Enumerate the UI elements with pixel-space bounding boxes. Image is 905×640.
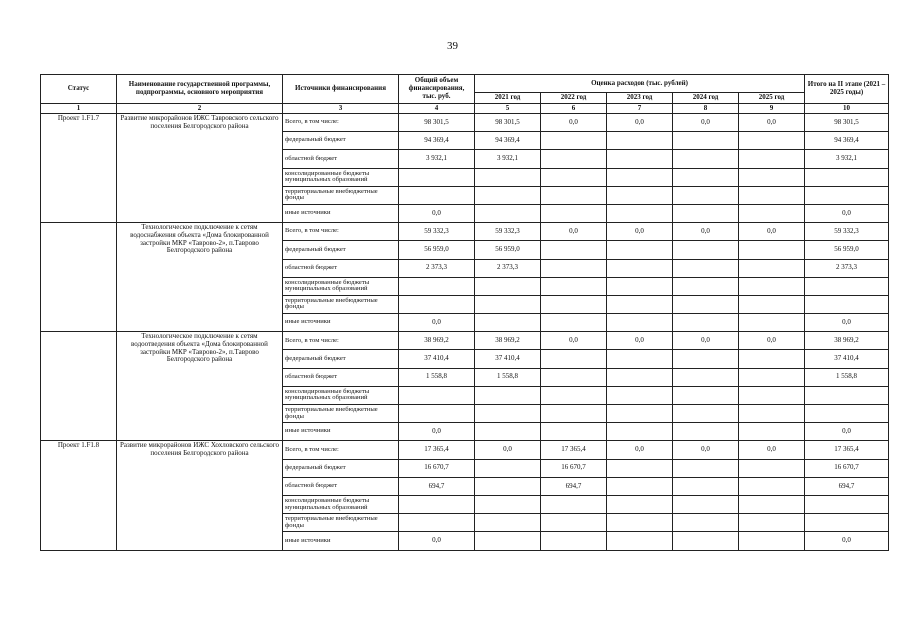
source-cell: иные источники: [283, 423, 399, 441]
table-row: [41, 332, 889, 350]
value-cell-y2025: [739, 314, 805, 332]
value-cell-y2021: 38 969,2: [475, 332, 541, 350]
column-number: 2: [117, 104, 283, 114]
value-cell-stage: [805, 277, 889, 295]
value-cell-total: [399, 186, 475, 204]
value-cell-stage: [805, 168, 889, 186]
value-cell-total: 38 969,2: [399, 332, 475, 350]
value-cell-y2024: [673, 204, 739, 222]
value-cell-y2022: [541, 532, 607, 550]
value-cell-y2023: 0,0: [607, 114, 673, 132]
column-number: 5: [475, 104, 541, 114]
value-cell-total: [399, 495, 475, 513]
value-cell-y2023: [607, 277, 673, 295]
value-cell-stage: 2 373,3: [805, 259, 889, 277]
value-cell-total: 0,0: [399, 532, 475, 550]
value-cell-y2022: [541, 277, 607, 295]
source-cell: федеральный бюджет: [283, 350, 399, 368]
value-cell-y2021: 37 410,4: [475, 350, 541, 368]
value-cell-y2025: [739, 514, 805, 532]
value-cell-y2024: [673, 350, 739, 368]
column-number: 7: [607, 104, 673, 114]
status-cell: Проект 1.F1.7: [41, 114, 117, 223]
source-cell: консолидированные бюджеты муниципальных образований: [283, 277, 399, 295]
name-cell: Технологическое подключение к сетям водоотведения объекта «Дома блокированной застройки МКР «Таврово-2», п.Таврово Белгородского района: [117, 332, 283, 441]
value-cell-total: [399, 277, 475, 295]
source-cell: федеральный бюджет: [283, 132, 399, 150]
value-cell-y2024: [673, 386, 739, 404]
value-cell-y2021: [475, 514, 541, 532]
value-cell-y2021: 56 959,0: [475, 241, 541, 259]
value-cell-y2022: [541, 132, 607, 150]
value-cell-y2022: [541, 241, 607, 259]
value-cell-y2021: 2 373,3: [475, 259, 541, 277]
value-cell-y2025: [739, 386, 805, 404]
value-cell-y2021: [475, 168, 541, 186]
status-cell: Проект 1.F1.8: [41, 441, 117, 550]
value-cell-y2021: [475, 204, 541, 222]
value-cell-y2023: 0,0: [607, 441, 673, 459]
value-cell-stage: 0,0: [805, 204, 889, 222]
value-cell-y2022: [541, 295, 607, 313]
value-cell-total: 0,0: [399, 204, 475, 222]
value-cell-y2025: 0,0: [739, 332, 805, 350]
value-cell-y2022: [541, 259, 607, 277]
value-cell-y2024: [673, 314, 739, 332]
value-cell-y2023: [607, 405, 673, 423]
value-cell-y2024: 0,0: [673, 441, 739, 459]
value-cell-y2022: 16 670,7: [541, 459, 607, 477]
value-cell-y2025: [739, 495, 805, 513]
value-cell-y2024: 0,0: [673, 114, 739, 132]
value-cell-stage: 17 365,4: [805, 441, 889, 459]
value-cell-y2021: [475, 277, 541, 295]
value-cell-stage: [805, 386, 889, 404]
value-cell-y2023: [607, 314, 673, 332]
value-cell-y2021: [475, 186, 541, 204]
value-cell-y2024: [673, 477, 739, 495]
value-cell-y2023: [607, 532, 673, 550]
value-cell-y2022: [541, 423, 607, 441]
value-cell-y2025: 0,0: [739, 441, 805, 459]
value-cell-stage: 3 932,1: [805, 150, 889, 168]
value-cell-y2022: [541, 386, 607, 404]
header-year: 2024 год: [673, 93, 739, 104]
value-cell-stage: 59 332,3: [805, 223, 889, 241]
header-year: 2023 год: [607, 93, 673, 104]
page-number: 39: [447, 40, 458, 52]
value-cell-y2025: [739, 350, 805, 368]
value-cell-y2023: [607, 423, 673, 441]
value-cell-y2022: [541, 495, 607, 513]
header-name: Наименование государственной программы, подпрограммы, основного мероприятия: [117, 75, 283, 104]
value-cell-y2024: [673, 514, 739, 532]
value-cell-y2024: 0,0: [673, 332, 739, 350]
value-cell-y2025: [739, 277, 805, 295]
value-cell-y2024: [673, 277, 739, 295]
value-cell-y2023: [607, 368, 673, 386]
source-cell: иные источники: [283, 204, 399, 222]
header-year: 2021 год: [475, 93, 541, 104]
value-cell-y2022: 0,0: [541, 114, 607, 132]
source-cell: территориальные внебюджетные фонды: [283, 405, 399, 423]
value-cell-y2021: 1 558,8: [475, 368, 541, 386]
value-cell-y2022: 17 365,4: [541, 441, 607, 459]
value-cell-y2021: [475, 405, 541, 423]
value-cell-y2023: [607, 514, 673, 532]
value-cell-y2024: [673, 368, 739, 386]
value-cell-total: 94 369,4: [399, 132, 475, 150]
source-cell: иные источники: [283, 314, 399, 332]
value-cell-y2024: [673, 241, 739, 259]
source-cell: Всего, в том числе:: [283, 332, 399, 350]
name-cell: Развитие микрорайонов ИЖС Хохловского сельского поселения Белгородского района: [117, 441, 283, 550]
source-cell: Всего, в том числе:: [283, 441, 399, 459]
value-cell-stage: 0,0: [805, 314, 889, 332]
value-cell-total: 694,7: [399, 477, 475, 495]
header-year: 2025 год: [739, 93, 805, 104]
value-cell-y2025: [739, 132, 805, 150]
value-cell-y2025: [739, 459, 805, 477]
value-cell-y2025: [739, 405, 805, 423]
value-cell-y2022: [541, 150, 607, 168]
value-cell-y2023: [607, 168, 673, 186]
value-cell-y2024: [673, 532, 739, 550]
financing-table: [40, 74, 889, 551]
value-cell-stage: [805, 495, 889, 513]
value-cell-y2024: [673, 132, 739, 150]
value-cell-y2022: [541, 368, 607, 386]
value-cell-y2022: [541, 168, 607, 186]
value-cell-y2021: [475, 459, 541, 477]
value-cell-y2025: [739, 368, 805, 386]
value-cell-y2024: [673, 168, 739, 186]
value-cell-y2021: 0,0: [475, 441, 541, 459]
header-year: 2022 год: [541, 93, 607, 104]
value-cell-y2023: [607, 150, 673, 168]
source-cell: территориальные внебюджетные фонды: [283, 186, 399, 204]
value-cell-y2023: [607, 132, 673, 150]
value-cell-stage: [805, 514, 889, 532]
value-cell-y2021: [475, 386, 541, 404]
table-row: [41, 223, 889, 241]
value-cell-stage: 56 959,0: [805, 241, 889, 259]
value-cell-y2023: [607, 259, 673, 277]
value-cell-y2021: 94 369,4: [475, 132, 541, 150]
value-cell-total: 0,0: [399, 423, 475, 441]
value-cell-y2023: [607, 204, 673, 222]
value-cell-y2023: [607, 295, 673, 313]
header-sources: Источники финансирования: [283, 75, 399, 104]
value-cell-y2024: [673, 259, 739, 277]
header-estimate: Оценка расходов (тыс. рублей): [475, 75, 805, 93]
table-row: [41, 441, 889, 459]
table-row: [41, 114, 889, 132]
value-cell-y2025: [739, 295, 805, 313]
value-cell-y2025: [739, 168, 805, 186]
value-cell-y2023: [607, 186, 673, 204]
value-cell-total: 98 301,5: [399, 114, 475, 132]
table-body: [41, 114, 889, 551]
value-cell-total: 37 410,4: [399, 350, 475, 368]
value-cell-y2023: [607, 459, 673, 477]
value-cell-stage: [805, 405, 889, 423]
source-cell: консолидированные бюджеты муниципальных образований: [283, 386, 399, 404]
value-cell-y2024: [673, 150, 739, 168]
value-cell-total: [399, 386, 475, 404]
value-cell-y2025: [739, 241, 805, 259]
value-cell-y2021: [475, 314, 541, 332]
value-cell-y2025: 0,0: [739, 114, 805, 132]
value-cell-y2024: 0,0: [673, 223, 739, 241]
source-cell: областной бюджет: [283, 477, 399, 495]
value-cell-y2023: 0,0: [607, 332, 673, 350]
value-cell-y2023: [607, 477, 673, 495]
source-cell: федеральный бюджет: [283, 459, 399, 477]
column-number: 10: [805, 104, 889, 114]
value-cell-y2021: [475, 495, 541, 513]
value-cell-stage: 94 369,4: [805, 132, 889, 150]
value-cell-y2023: [607, 495, 673, 513]
value-cell-y2025: [739, 186, 805, 204]
value-cell-y2021: [475, 295, 541, 313]
value-cell-y2025: 0,0: [739, 223, 805, 241]
value-cell-y2021: 98 301,5: [475, 114, 541, 132]
value-cell-y2022: [541, 314, 607, 332]
source-cell: федеральный бюджет: [283, 241, 399, 259]
source-cell: Всего, в том числе:: [283, 114, 399, 132]
value-cell-y2021: 3 932,1: [475, 150, 541, 168]
value-cell-y2025: [739, 204, 805, 222]
source-cell: Всего, в том числе:: [283, 223, 399, 241]
source-cell: областной бюджет: [283, 368, 399, 386]
value-cell-y2021: [475, 477, 541, 495]
value-cell-stage: 0,0: [805, 423, 889, 441]
value-cell-stage: 98 301,5: [805, 114, 889, 132]
value-cell-total: 1 558,8: [399, 368, 475, 386]
value-cell-y2025: [739, 423, 805, 441]
value-cell-total: 59 332,3: [399, 223, 475, 241]
value-cell-y2022: [541, 405, 607, 423]
header-total: Общий объем финансирования, тыс. руб.: [399, 75, 475, 104]
value-cell-stage: 16 670,7: [805, 459, 889, 477]
column-number: 6: [541, 104, 607, 114]
header-status: Статус: [41, 75, 117, 104]
name-cell: Развитие микрорайонов ИЖС Тавровского сельского поселения Белгородского района: [117, 114, 283, 223]
value-cell-total: 16 670,7: [399, 459, 475, 477]
column-number: 9: [739, 104, 805, 114]
name-cell: Технологическое подключение к сетям водоснабжения объекта «Дома блокированной застройки МКР «Таврово-2», п.Таврово Белгородского района: [117, 223, 283, 332]
value-cell-stage: [805, 295, 889, 313]
value-cell-y2024: [673, 423, 739, 441]
column-number: 3: [283, 104, 399, 114]
source-cell: консолидированные бюджеты муниципальных образований: [283, 168, 399, 186]
column-number: 8: [673, 104, 739, 114]
value-cell-stage: 694,7: [805, 477, 889, 495]
source-cell: областной бюджет: [283, 259, 399, 277]
value-cell-y2022: 0,0: [541, 223, 607, 241]
value-cell-total: 17 365,4: [399, 441, 475, 459]
value-cell-y2023: [607, 386, 673, 404]
value-cell-total: 56 959,0: [399, 241, 475, 259]
value-cell-stage: [805, 186, 889, 204]
value-cell-y2022: [541, 204, 607, 222]
value-cell-total: [399, 295, 475, 313]
value-cell-y2025: [739, 259, 805, 277]
value-cell-total: 0,0: [399, 314, 475, 332]
value-cell-y2023: [607, 241, 673, 259]
value-cell-y2021: [475, 532, 541, 550]
column-number: 4: [399, 104, 475, 114]
value-cell-y2024: [673, 295, 739, 313]
value-cell-y2024: [673, 186, 739, 204]
source-cell: консолидированные бюджеты муниципальных образований: [283, 495, 399, 513]
value-cell-y2021: [475, 423, 541, 441]
value-cell-y2022: 0,0: [541, 332, 607, 350]
value-cell-y2024: [673, 495, 739, 513]
value-cell-total: [399, 405, 475, 423]
source-cell: иные источники: [283, 532, 399, 550]
value-cell-y2024: [673, 405, 739, 423]
value-cell-y2025: [739, 532, 805, 550]
value-cell-y2023: [607, 350, 673, 368]
value-cell-y2022: [541, 350, 607, 368]
source-cell: территориальные внебюджетные фонды: [283, 514, 399, 532]
value-cell-stage: 0,0: [805, 532, 889, 550]
value-cell-y2022: [541, 514, 607, 532]
value-cell-y2021: 59 332,3: [475, 223, 541, 241]
value-cell-total: 2 373,3: [399, 259, 475, 277]
value-cell-y2025: [739, 150, 805, 168]
value-cell-y2022: [541, 186, 607, 204]
value-cell-stage: 37 410,4: [805, 350, 889, 368]
value-cell-y2025: [739, 477, 805, 495]
value-cell-total: [399, 514, 475, 532]
value-cell-stage: 1 558,8: [805, 368, 889, 386]
status-cell: [41, 223, 117, 332]
source-cell: областной бюджет: [283, 150, 399, 168]
value-cell-stage: 38 969,2: [805, 332, 889, 350]
column-number: 1: [41, 104, 117, 114]
value-cell-total: 3 932,1: [399, 150, 475, 168]
value-cell-y2022: 694,7: [541, 477, 607, 495]
value-cell-y2023: 0,0: [607, 223, 673, 241]
value-cell-y2024: [673, 459, 739, 477]
header-stage-total: Итого на II этапе (2021 – 2025 годы): [805, 75, 889, 104]
status-cell: [41, 332, 117, 441]
source-cell: территориальные внебюджетные фонды: [283, 295, 399, 313]
value-cell-total: [399, 168, 475, 186]
